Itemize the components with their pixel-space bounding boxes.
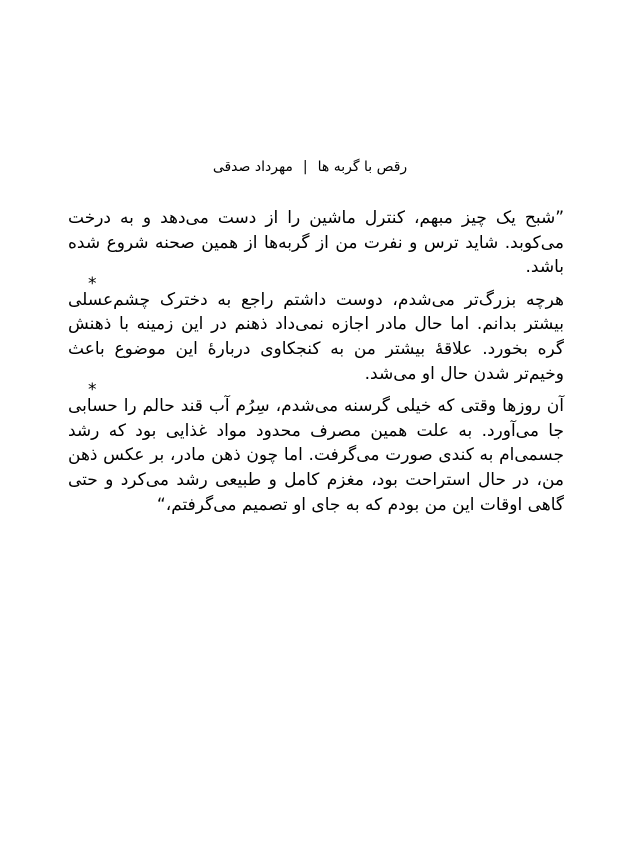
section-separator-2: * [88,380,97,401]
book-title: رقص با گربه ها [317,159,408,175]
body-text [68,206,564,517]
paragraph-1: ”شبح یک چیز مبهم، کنترل ماشین را از دست می‌دهد و به درخت می‌کوبد. شاید ترس و نفرت من از گربه‌ها از همین صحنه شروع شده باشد. [68,208,564,278]
header-separator: | [302,159,308,175]
section-separator-1: * [88,273,97,294]
page-header [0,157,620,177]
paragraph-3: آن روزها وقتی که خیلی گرسنه می‌شدم، سِرُم آب قند حالم را حسابی جا می‌آورد. به علت همین مصرف محدود مواد غذایی بود که رشد جسمی‌ام به کندی صورت می‌گرفت. اما چون ذهن مادر، بر عکس ذهن من، در حال استراحت بود، مغزم کامل و طبیعی رشد می‌کرد و حتی گاهی اوقات این من بودم که به جای او تصمیم می‌گرفتم،“ [68,396,564,515]
paragraph-2: هرچه بزرگ‌تر می‌شدم، دوست داشتم راجع به دخترک چشم‌عسلی بیشتر بدانم. اما حال مادر اجازه نمی‌داد ذهنم در این زمینه با ذهنش گره بخورد. علاقهٔ بیشتر من به کنجکاوی دربارهٔ این موضوع باعث وخیم‌تر شدن حال او می‌شد. [68,289,564,384]
author-name: مهرداد صدقی [212,159,293,175]
